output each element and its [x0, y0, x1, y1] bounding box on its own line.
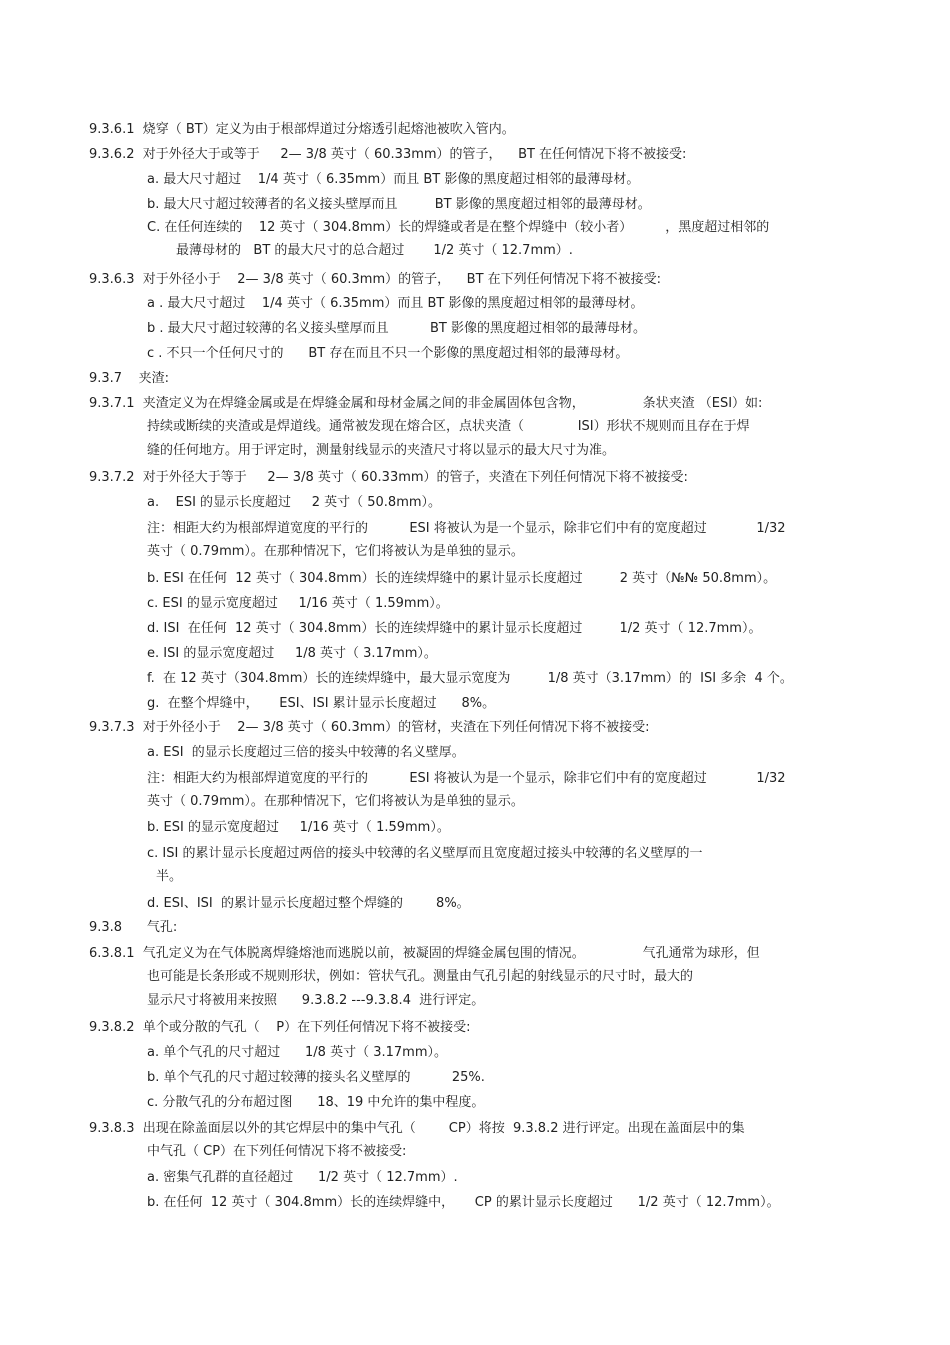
- text-line: f. 在 12 英寸（304.8mm）长的连续焊缝中，最大显示宽度为 1/8 英寸（3.17mm）的 ISI 多余 4 个。: [147, 671, 793, 686]
- text-line: 9.3.6.1 烧穿（ BT）定义为由于根部焊道过分熔透引起熔池被吹入管内。: [89, 122, 515, 137]
- text-line: b. 最大尺寸超过较薄者的名义接头壁厚而且 BT 影像的黑度超过相邻的最薄母材。: [147, 197, 651, 212]
- text-line: 缝的任何地方。用于评定时，测量射线显示的夹渣尺寸将以显示的最大尺寸为准。: [147, 443, 616, 458]
- text-line: 显示尺寸将被用来按照 9.3.8.2 ---9.3.8.4 进行评定。: [147, 993, 485, 1008]
- text-line: 注：相距大约为根部焊道宽度的平行的 ESI 将被认为是一个显示，除非它们中有的宽度超过 1/32: [147, 521, 786, 536]
- text-line: a. 密集气孔群的直径超过 1/2 英寸（ 12.7mm）.: [147, 1170, 458, 1185]
- text-line: 9.3.7.3 对于外径小于 2— 3/8 英寸（ 60.3mm）的管材，夹渣在下列任何情况下将不被接受:: [89, 720, 650, 735]
- text-line: d. ISI 在任何 12 英寸（ 304.8mm）长的连续焊缝中的累计显示长度超过 1/2 英寸（ 12.7mm）。: [147, 621, 762, 636]
- text-line: 6.3.8.1 气孔定义为在气体脱离焊缝熔池而逃脱以前，被凝固的焊缝金属包围的情况。 气孔通常为球形，但: [89, 946, 760, 961]
- text-line: a. ESI 的显示长度超过三倍的接头中较薄的名义壁厚。: [147, 745, 465, 760]
- text-line: c. 分散气孔的分布超过图 18、19 中允许的集中程度。: [147, 1095, 485, 1110]
- text-line: a. ESI 的显示长度超过 2 英寸（ 50.8mm）。: [147, 495, 442, 510]
- text-line: 9.3.8.3 出现在除盖面层以外的其它焊层中的集中气孔（ CP）将按 9.3.8.2 进行评定。出现在盖面层中的集: [89, 1121, 745, 1136]
- text-line: a . 最大尺寸超过 1/4 英寸（ 6.35mm）而且 BT 影像的黑度超过相邻的最薄母材。: [147, 296, 644, 311]
- text-line: b. ESI 在任何 12 英寸（ 304.8mm）长的连续焊缝中的累计显示长度超过 2 英寸（№№ 50.8mm）。: [147, 571, 777, 586]
- text-line: b. 单个气孔的尺寸超过较薄的接头名义壁厚的 25%.: [147, 1070, 485, 1085]
- text-line: 也可能是长条形或不规则形状，例如：管状气孔。测量由气孔引起的射线显示的尺寸时，最大的: [147, 969, 694, 984]
- text-line: b. ESI 的显示宽度超过 1/16 英寸（ 1.59mm）。: [147, 820, 450, 835]
- text-line: e. ISI 的显示宽度超过 1/8 英寸（ 3.17mm）。: [147, 646, 437, 661]
- text-line: 英寸（ 0.79mm）。在那种情况下，它们将被认为是单独的显示。: [147, 544, 524, 559]
- text-line: 最薄母材的 BT 的最大尺寸的总合超过 1/2 英寸（ 12.7mm）.: [176, 243, 573, 258]
- text-line: c. ISI 的累计显示长度超过两倍的接头中较薄的名义壁厚而且宽度超过接头中较薄的名义壁厚的一: [147, 846, 703, 861]
- text-line: a. 最大尺寸超过 1/4 英寸（ 6.35mm）而且 BT 影像的黑度超过相邻的最薄母材。: [147, 172, 640, 187]
- text-line: b . 最大尺寸超过较薄的名义接头壁厚而且 BT 影像的黑度超过相邻的最薄母材。: [147, 321, 646, 336]
- text-line: 9.3.8.2 单个或分散的气孔（ P）在下列任何情况下将不被接受:: [89, 1020, 471, 1035]
- text-line: c. ESI 的显示宽度超过 1/16 英寸（ 1.59mm）。: [147, 596, 449, 611]
- text-line: 9.3.6.2 对于外径大于或等于 2— 3/8 英寸（ 60.33mm）的管子， BT 在任何情况下将不被接受:: [89, 147, 687, 162]
- text-line: 9.3.7 夹渣:: [89, 371, 169, 386]
- text-line: 中气孔（ CP）在下列任何情况下将不被接受:: [147, 1144, 407, 1159]
- text-line: 英寸（ 0.79mm）。在那种情况下，它们将被认为是单独的显示。: [147, 794, 524, 809]
- text-line: a. 单个气孔的尺寸超过 1/8 英寸（ 3.17mm）。: [147, 1045, 447, 1060]
- text-line: b. 在任何 12 英寸（ 304.8mm）长的连续焊缝中， CP 的累计显示长度超过 1/2 英寸（ 12.7mm）。: [147, 1195, 780, 1210]
- text-line: 9.3.7.2 对于外径大于等于 2— 3/8 英寸（ 60.33mm）的管子，夹渣在下列任何情况下将不被接受:: [89, 470, 688, 485]
- text-line: 注：相距大约为根部焊道宽度的平行的 ESI 将被认为是一个显示，除非它们中有的宽度超过 1/32: [147, 771, 786, 786]
- text-line: c . 不只一个任何尺寸的 BT 存在而且不只一个影像的黑度超过相邻的最薄母材。: [147, 346, 629, 361]
- text-line: 半。: [156, 869, 183, 884]
- text-line: 9.3.8 气孔:: [89, 920, 178, 935]
- text-line: d. ESI、ISI 的累计显示长度超过整个焊缝的 8%。: [147, 896, 470, 911]
- text-line: 9.3.7.1 夹渣定义为在焊缝金属或是在焊缝金属和母材金属之间的非金属固体包含物， 条状夹渣 （ESI）如:: [89, 396, 763, 411]
- text-line: 9.3.6.3 对于外径小于 2— 3/8 英寸（ 60.3mm）的管子， BT 在下列任何情况下将不被接受:: [89, 272, 662, 287]
- text-line: 持续或断续的夹渣或是焊道线。通常被发现在熔合区，点状夹渣（ ISI）形状不规则而且存在于焊: [147, 419, 750, 434]
- text-line: g. 在整个焊缝中， ESI、ISI 累计显示长度超过 8%。: [147, 696, 496, 711]
- text-line: C. 在任何连续的 12 英寸（ 304.8mm）长的焊缝或者是在整个焊缝中（较小者） ，黑度超过相邻的: [147, 220, 770, 235]
